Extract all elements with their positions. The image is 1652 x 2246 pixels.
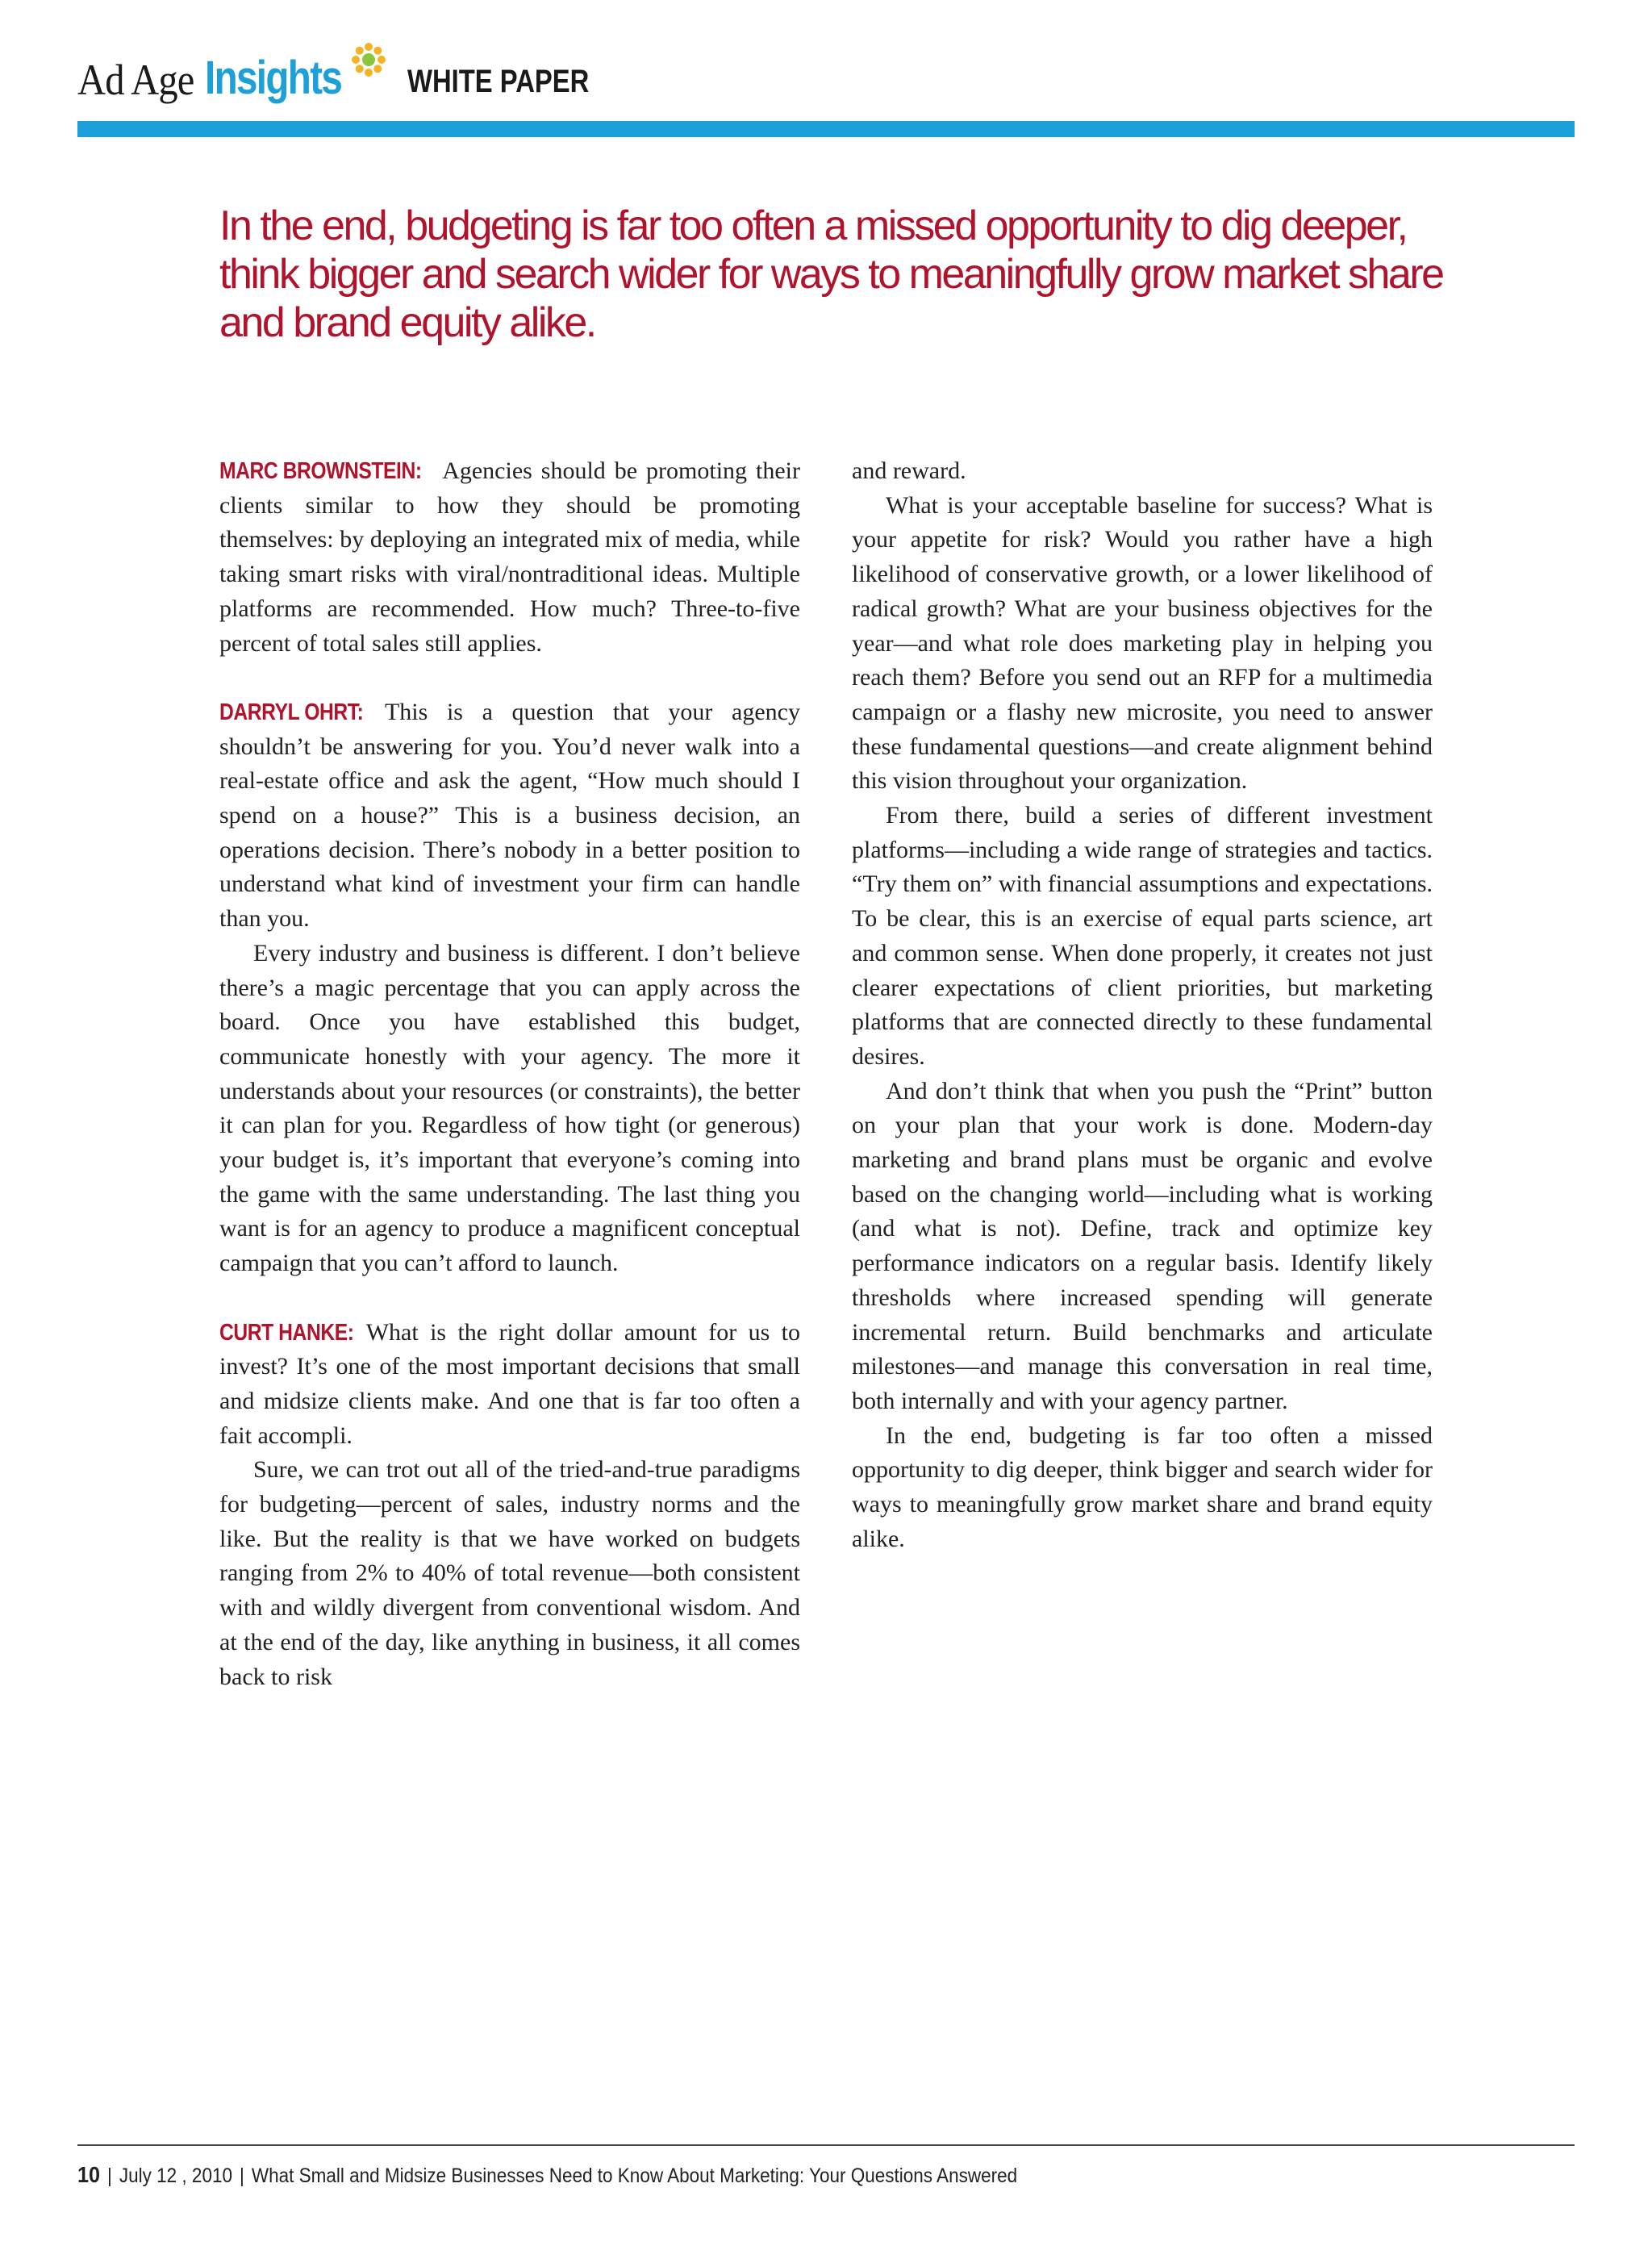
footer-separator: | — [239, 2165, 244, 2187]
column-left — [219, 454, 800, 1694]
paragraph: From there, build a series of different investment platforms—including a wide range of strategies and tactics. “Try them on” with financial assumptions and expectations. To be clear, this is an exercise of equal parts science, art and common sense. When done properly, it creates not just clearer expectations of client priorities, but marketing platforms that are connected directly to these fundamental desires. — [852, 802, 1433, 1070]
footer-date: July 12 , 2010 — [119, 2165, 232, 2187]
masthead — [77, 40, 629, 105]
speaker-name: DARRYL OHRT: — [219, 699, 364, 725]
top-rule — [77, 121, 1575, 137]
paragraph: In the end, budgeting is far too often a missed opportunity to dig deeper, think bigger and search wider for ways to meaningfully grow market share and brand equity alike. — [852, 1421, 1433, 1552]
paragraph: And don’t think that when you push the “Print” button on your plan that your work is done. Modern-day marketing and brand plans must be organic and evolve based on the changing world—including what is working (and what is not). Define, track and optimize key performance indicators on a regular basis. Identify likely thresholds where increased spending will generate incremental return. Build benchmarks and articulate milestones—and manage this conversation in real time, both internally and with your agency partner. — [852, 1077, 1433, 1414]
paragraph — [219, 1316, 800, 1454]
footer-title: What Small and Midsize Businesses Need to Know About Marketing: Your Questions Answered — [251, 2165, 1018, 2187]
column-right — [852, 454, 1433, 1557]
page-number: 10 — [77, 2162, 101, 2187]
brand-insights: Insights — [205, 52, 342, 104]
paragraph — [219, 695, 800, 937]
paragraph-text: What is the right dollar amount for us to invest? It’s one of the most important decisions that small and midsize clients make. And one that is far too often a fait accompli. — [219, 1318, 800, 1449]
flower-icon — [351, 42, 386, 77]
speaker-name: CURT HANKE: — [219, 1319, 354, 1346]
footer-rule — [77, 2144, 1575, 2146]
pull-quote: In the end, budgeting is far too often a missed opportunity to dig deeper, think bigger and search wider for ways to meaningfully grow market share and brand equity alike. — [219, 202, 1443, 346]
section-label: WHITE PAPER — [407, 64, 590, 99]
speaker-name: MARC BROWNSTEIN: — [219, 458, 422, 484]
paragraph: What is your acceptable baseline for success? What is your appetite for risk? Would you rather have a high likelihood of conservative growth, or a lower likelihood of radical growth? What are your business objectives for the year—and what role does marketing play in helping you reach them? Before you send out an RFP for a multimedia campaign or a flashy new microsite, you need to answer these fundamental questions—and create alignment behind this vision throughout your organization. — [852, 491, 1433, 795]
paragraph — [219, 454, 800, 661]
paragraph: Sure, we can trot out all of the tried-and-true paradigms for budgeting—percent of sales, industry norms and the like. But the reality is that we have worked on budgets ranging from 2% to 40% of total revenue—both consistent with and wildly divergent from conventional wisdom. And at the end of the day, like anything in business, it all comes back to risk — [219, 1456, 800, 1690]
footer — [77, 2162, 1017, 2188]
brand-adage: Ad Age — [77, 56, 194, 104]
footer-separator: | — [107, 2165, 112, 2187]
paragraph: Every industry and business is different. I don’t believe there’s a magic percentage that you can apply across the board. Once you have established this budget, communicate honestly with your agency. The more it understands about your resources (or constraints), the better it can plan for you. Regardless of how tight (or generous) your budget is, it’s important that everyone’s coming into the game with the same understanding. The last thing you want is for an agency to produce a magnificent conceptual campaign that you can’t afford to launch. — [219, 939, 800, 1277]
paragraph-text: This is a question that your agency shouldn’t be answering for you. You’d never walk into a real-estate office and ask the agent, “How much should I spend on a house?” This is a business decision, an operations decision. There’s nobody in a better position to understand what kind of investment your firm can handle than you. — [219, 698, 800, 933]
paragraph-continuation: and reward. — [852, 457, 966, 484]
paragraph-text: Agencies should be promoting their clients similar to how they should be promoting themselves: by deploying an integrated mix of media, while taking smart risks with viral/nontraditional ideas. Multiple platforms are recommended. How much? Three-to-five percent of total sales still applies. — [219, 457, 800, 657]
